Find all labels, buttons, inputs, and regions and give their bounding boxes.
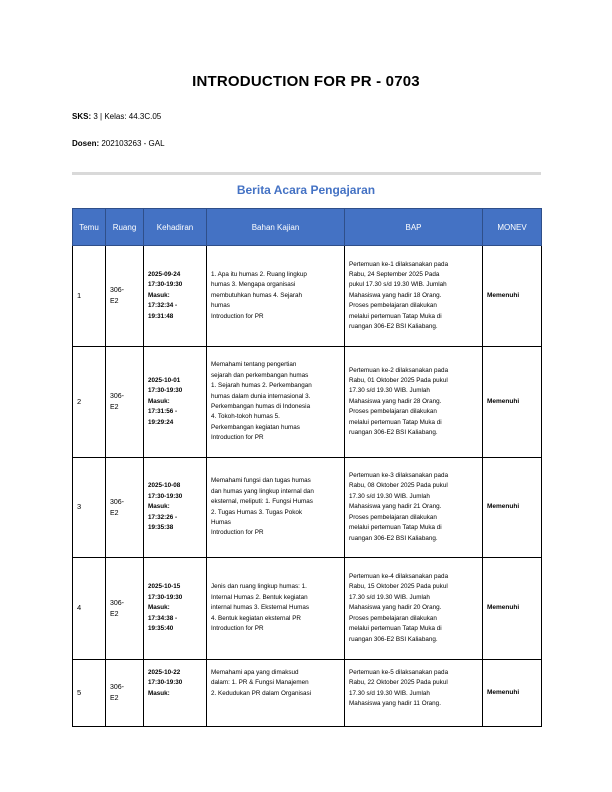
bahan-line: 4. Bentuk kegiatan eksternal PR <box>211 614 301 622</box>
cell-bahan-kajian <box>207 347 345 458</box>
kehadiran-line: 17:30-19:30 <box>148 281 183 289</box>
ruang-line: E2 <box>110 610 119 618</box>
bahan-line: dan humas yang lingkup internal dan <box>211 487 314 495</box>
divider <box>72 172 541 175</box>
header-monev: MONEV <box>483 209 542 246</box>
bahan-line: Introduction for PR <box>211 625 264 633</box>
bahan-line: 1. Apa itu humas 2. Ruang lingkup <box>211 270 307 278</box>
bap-line: Pertemuan ke-2 dilaksanakan pada <box>349 366 449 374</box>
cell-kehadiran <box>144 347 207 458</box>
cell-ruang <box>106 660 144 727</box>
cell-kehadiran <box>144 660 207 727</box>
cell-bahan-kajian <box>207 660 345 727</box>
bap-line: Rabu, 22 Oktober 2025 Pada pukul <box>349 679 448 687</box>
bap-line: melalui pertemuan Tatap Muka di <box>349 418 442 426</box>
cell-kehadiran <box>144 458 207 558</box>
bahan-line: Internal Humas 2. Bentuk kegiatan <box>211 593 308 601</box>
kehadiran-line: 2025-10-15 <box>148 583 181 591</box>
kehadiran-line: 17:30-19:30 <box>148 492 183 500</box>
cell-monev: Memenuhi <box>483 660 542 727</box>
kehadiran-line: 2025-10-01 <box>148 376 181 384</box>
bap-line: Mahasiswa yang hadir 28 Orang. <box>349 397 442 405</box>
section-title: Berita Acara Pengajaran <box>236 183 376 197</box>
cell-ruang <box>106 347 144 458</box>
table-row <box>73 246 542 347</box>
cell-bap <box>345 246 483 347</box>
bahan-line: Perkembangan humas di Indonesia <box>211 403 311 410</box>
cell-monev: Memenuhi <box>483 246 542 347</box>
bahan-line: internal humas 3. Eksternal Humas <box>211 604 309 612</box>
cell-bap <box>345 458 483 558</box>
kehadiran-line: Masuk: <box>148 604 170 612</box>
cell-temu: 1 <box>73 246 106 347</box>
bap-line: Mahasiswa yang hadir 18 Orang. <box>349 291 442 299</box>
kehadiran-line: Masuk: <box>148 397 170 405</box>
cell-temu: 4 <box>73 558 106 660</box>
kehadiran-line: 2025-10-08 <box>148 482 181 490</box>
bap-line: ruangan 306-E2 BSI Kaliabang. <box>349 534 438 542</box>
header-ruang: Ruang <box>106 209 144 246</box>
table-row <box>73 347 542 458</box>
bap-line: 17.30 s/d 19.30 WIB. Jumlah <box>349 387 430 395</box>
header-bap: BAP <box>345 209 483 246</box>
cell-bahan-kajian <box>207 246 345 347</box>
sks-value: 3 | Kelas: 44.3C.05 <box>93 112 162 121</box>
bahan-line: humas <box>211 302 230 310</box>
bap-line: Rabu, 15 Oktober 2025 Pada pukul <box>349 583 448 591</box>
dosen-line <box>72 139 165 148</box>
bahan-line: Jenis dan ruang lingkup humas: 1. <box>211 583 307 591</box>
bahan-line: 2. Kedudukan PR dalam Organisasi <box>211 689 312 697</box>
document-title: INTRODUCTION FOR PR - 0703 <box>192 73 420 90</box>
table-row <box>73 558 542 660</box>
bap-line: 17.30 s/d 19.30 WIB. Jumlah <box>349 593 430 601</box>
ruang-line: E2 <box>110 695 119 702</box>
bap-line: Proses pembelajaran dilakukan <box>349 614 437 622</box>
sks-line <box>72 112 161 121</box>
table-row <box>73 660 542 727</box>
ruang-line: 306- <box>110 287 125 294</box>
kehadiran-line: 17:31:56 - <box>148 408 178 416</box>
ruang-line: E2 <box>110 298 119 305</box>
kehadiran-line: 19:29:24 <box>148 418 174 426</box>
bahan-line: Memahami tentang pengertian <box>211 361 297 369</box>
bap-line: ruangan 306-E2 BSI Kaliabang. <box>349 635 438 643</box>
ruang-line: E2 <box>110 404 119 411</box>
kehadiran-line: 17:34:38 - <box>148 614 178 622</box>
bahan-line: Perkembangan kegiatan humas <box>211 423 300 431</box>
bahan-line: Introduction for PR <box>211 434 264 442</box>
cell-monev: Memenuhi <box>483 347 542 458</box>
cell-bap <box>345 347 483 458</box>
cell-temu: 3 <box>73 458 106 558</box>
kehadiran-line: Masuk: <box>148 291 170 299</box>
bap-line: Rabu, 08 Oktober 2025 Pada pukul <box>349 482 448 490</box>
bap-line: Proses pembelajaran dilakukan <box>349 408 437 416</box>
bap-line: Rabu, 24 September 2025 Pada <box>349 270 440 278</box>
bap-line: 17.30 s/d 19.30 WIB. Jumlah <box>349 689 430 697</box>
kehadiran-line: 19:35:38 <box>148 524 174 532</box>
cell-bap <box>345 558 483 660</box>
bap-line: Proses pembelajaran dilakukan <box>349 513 437 521</box>
ruang-line: 306- <box>110 599 125 607</box>
bahan-line: Memahami apa yang dimaksud <box>211 669 299 676</box>
cell-bahan-kajian <box>207 458 345 558</box>
kehadiran-line: Masuk: <box>148 503 170 511</box>
dosen-value: 202103263 - GAL <box>101 139 165 148</box>
kehadiran-line: 17:30-19:30 <box>148 387 183 395</box>
kehadiran-line: Masuk: <box>148 689 170 697</box>
bap-line: 17.30 s/d 19.30 WIB. Jumlah <box>349 492 430 500</box>
header-kehadiran: Kehadiran <box>144 209 207 246</box>
kehadiran-line: 17:30-19:30 <box>148 593 183 601</box>
bap-line: Rabu, 01 Oktober 2025 Pada pukul <box>349 376 448 384</box>
ruang-line: E2 <box>110 509 119 517</box>
header-bahan-kajian: Bahan Kajian <box>207 209 345 246</box>
bap-line: Mahasiswa yang hadir 11 Orang. <box>349 700 441 708</box>
cell-bahan-kajian <box>207 558 345 660</box>
header-temu: Temu <box>73 209 106 246</box>
kehadiran-line: 19:35:40 <box>148 625 174 633</box>
kehadiran-line: 2025-10-22 <box>148 669 181 676</box>
bahan-line: sejarah dan perkembangan humas <box>211 371 309 379</box>
bap-line: ruangan 306-E2 BSI Kaliabang. <box>349 429 438 437</box>
bap-line: Pertemuan ke-3 dilaksanakan pada <box>349 472 449 480</box>
berita-acara-table <box>72 208 542 727</box>
bahan-line: 4. Tokoh-tokoh humas 5. <box>211 413 280 421</box>
cell-kehadiran <box>144 246 207 347</box>
kehadiran-line: 2025-09-24 <box>148 270 181 278</box>
bap-line: Pertemuan ke-1 dilaksanakan pada <box>349 260 449 268</box>
table-header-row <box>73 209 542 246</box>
cell-monev: Memenuhi <box>483 458 542 558</box>
bap-line: ruangan 306-E2 BSI Kaliabang. <box>349 323 438 331</box>
bap-line: melalui pertemuan Tatap Muka di <box>349 625 442 633</box>
kehadiran-line: 19:31:48 <box>148 312 174 320</box>
ruang-line: 306- <box>110 684 125 691</box>
bap-line: Mahasiswa yang hadir 21 Orang. <box>349 503 442 511</box>
bap-line: Proses pembelajaran dilakukan <box>349 302 437 310</box>
bahan-line: 1. Sejarah humas 2. Perkembangan <box>211 382 312 390</box>
bahan-line: 2. Tugas Humas 3. Tugas Pokok <box>211 508 303 516</box>
bahan-line: dalam: 1. PR & Fungsi Manajemen <box>211 679 309 687</box>
cell-ruang <box>106 558 144 660</box>
cell-temu: 5 <box>73 660 106 727</box>
ruang-line: 306- <box>110 498 125 506</box>
bahan-line: membutuhkan humas 4. Sejarah <box>211 291 303 299</box>
cell-bap <box>345 660 483 727</box>
bap-line: pukul 17.30 s/d 19.30 WIB. Jumlah <box>349 281 447 289</box>
bahan-line: Memahami fungsi dan tugas humas <box>211 477 311 485</box>
bahan-line: Humas <box>211 518 231 526</box>
bahan-line: humas 3. Mengapa organisasi <box>211 281 296 289</box>
bap-line: melalui pertemuan Tatap Muka di <box>349 312 442 320</box>
cell-ruang <box>106 246 144 347</box>
ruang-line: 306- <box>110 393 125 400</box>
sks-label: SKS: <box>72 112 92 121</box>
kehadiran-line: 17:32:34 - <box>148 302 178 310</box>
bap-line: Pertemuan ke-4 dilaksanakan pada <box>349 573 449 581</box>
bahan-line: Introduction for PR <box>211 312 264 320</box>
cell-monev: Memenuhi <box>483 558 542 660</box>
bap-line: Pertemuan ke-5 dilaksanakan pada <box>349 669 449 676</box>
table-row <box>73 458 542 558</box>
cell-ruang <box>106 458 144 558</box>
bahan-line: humas dalam dunia internasional 3. <box>211 392 311 400</box>
cell-kehadiran <box>144 558 207 660</box>
kehadiran-line: 17:30-19:30 <box>148 679 183 687</box>
dosen-label: Dosen: <box>72 139 100 148</box>
kehadiran-line: 17:32:26 - <box>148 513 178 521</box>
bap-line: Mahasiswa yang hadir 20 Orang. <box>349 604 442 612</box>
bap-line: melalui pertemuan Tatap Muka di <box>349 524 442 532</box>
cell-temu: 2 <box>73 347 106 458</box>
bahan-line: Introduction for PR <box>211 529 264 537</box>
bahan-line: eksternal, meliputi: 1. Fungsi Humas <box>211 498 313 506</box>
